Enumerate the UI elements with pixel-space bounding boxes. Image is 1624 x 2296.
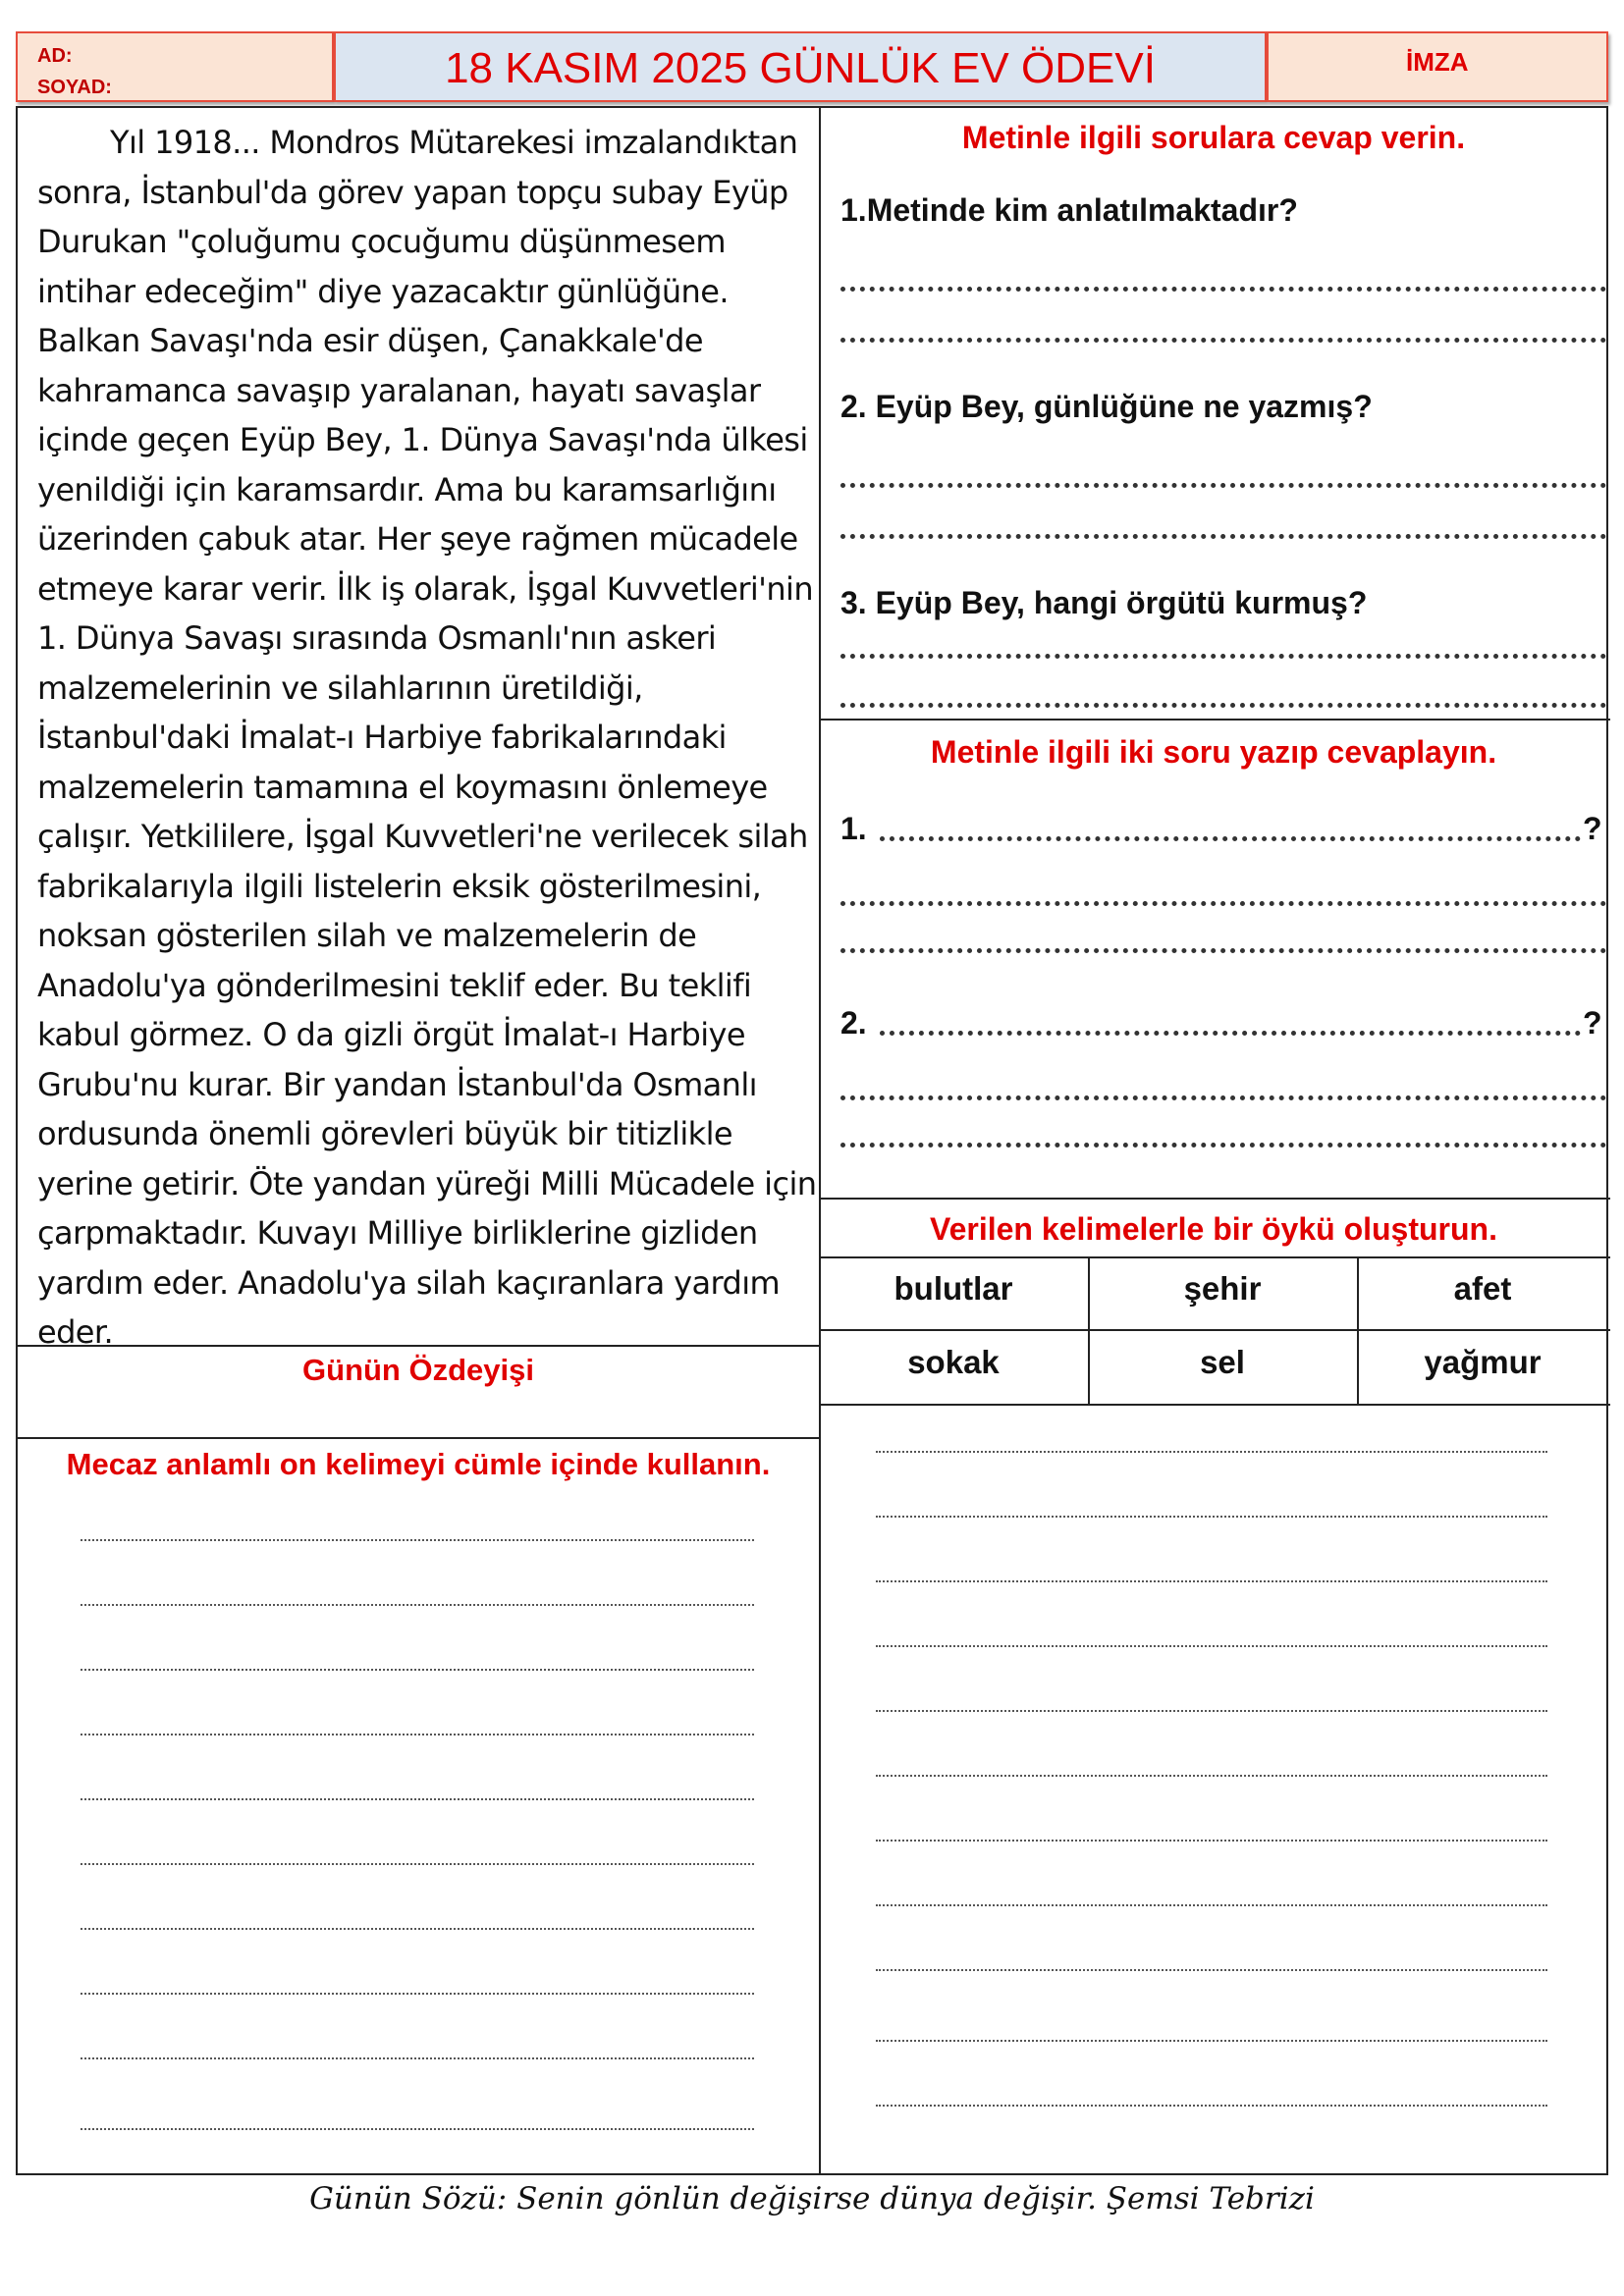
answer-line[interactable] <box>81 1928 754 1930</box>
word-cell: bulutlar <box>893 1270 1013 1307</box>
answer-line[interactable] <box>876 1710 1547 1712</box>
answer-line[interactable] <box>840 1095 1606 1100</box>
answer-line[interactable] <box>876 1516 1547 1518</box>
answer-line[interactable] <box>81 1604 754 1606</box>
page-title: 18 KASIM 2025 GÜNLÜK EV ÖDEVİ <box>445 44 1156 92</box>
question-2: 2. Eyüp Bey, günlüğüne ne yazmış? <box>840 389 1373 424</box>
answer-line[interactable] <box>81 1798 754 1800</box>
quote-title: Günün Özdeyişi <box>302 1353 534 1387</box>
answer-line[interactable] <box>876 1969 1547 1971</box>
reading-passage: Yıl 1918... Mondros Mütarekesi imzalandıktan sonra, İstanbul'da görev yapan topçu subay Eyüp Durukan "çoluğumu çocuğumu düşünmesem intihar edeceğim" diye yazacaktır günlüğüne. Balkan Savaşı'nda esir düşen, Çanakkale'de kahramanca savaşıp yaralanan, hayatı savaşlar içinde geçen Eyüp Bey, 1. Dünya Savaşı'nda ülkesi yenildiği için karamsardır. Ama bu karamsarlığını üzerinden çabuk atar. Her şeye rağmen mücadele etmeye karar verir. İlk iş olarak, İşgal Kuvvetleri'nin 1. Dünya Savaşı sırasında Osmanlı'nın askeri malzemelerinin ve silahlarının üretildiği, İstanbul'daki İmalat-ı Harbiye fabrikalarındaki malzemelerin tamamına el koymasını önlemeye çalışır. Yetkililere, İşgal Kuvvetleri'ne verilecek silah fabrikalarıyla ilgili listelerin eksik gösterilmesini, noksan gösterilen silah ve malzemelerin de Anadolu'ya gönderilmesini teklif eder. Bu teklifi kabul görmez. O da gizli örgüt İmalat-ı Harbiye Grubu'nu kurar. Bir yandan İstanbul'da Osmanlı ordusunda önemli görevleri büyük bir titizlikle yerine getirir. Öte yandan yüreği Milli Mücadele için çarpmaktadır. Kuvayı Milliye birliklerine gizliden yardım eder. Anadolu'ya silah kaçıranlara yardım eder. <box>37 124 817 1351</box>
own-question-1-mark: ? <box>1583 811 1602 846</box>
name-label: AD: <box>37 45 73 67</box>
story-words-title: Verilen kelimelerle bir öykü oluşturun. <box>930 1211 1497 1247</box>
answer-line[interactable] <box>840 703 1606 708</box>
answer-line[interactable] <box>840 901 1606 906</box>
answer-line[interactable] <box>876 1775 1547 1777</box>
right-divider-2 <box>819 1198 1610 1200</box>
answer-line[interactable] <box>840 483 1606 488</box>
answer-line[interactable] <box>840 534 1606 539</box>
surname-label: SOYAD: <box>37 77 112 98</box>
word-cell: sel <box>1200 1344 1245 1380</box>
own-question-2-line[interactable] <box>880 1031 1581 1036</box>
questions-title: Metinle ilgili sorulara cevap verin. <box>961 120 1466 155</box>
answer-line[interactable] <box>840 1143 1606 1148</box>
answer-line[interactable] <box>840 338 1606 343</box>
page-title-box <box>334 31 1267 102</box>
name-field[interactable] <box>16 31 334 102</box>
signature-field[interactable] <box>1267 31 1608 102</box>
answer-line[interactable] <box>81 1734 754 1735</box>
answer-line[interactable] <box>81 2128 754 2130</box>
answer-line[interactable] <box>81 2057 754 2059</box>
answer-line[interactable] <box>876 1904 1547 1906</box>
answer-line[interactable] <box>876 1645 1547 1647</box>
left-divider-2 <box>18 1437 821 1439</box>
own-question-1-line[interactable] <box>880 836 1581 841</box>
own-question-2-number: 2. <box>840 1005 867 1041</box>
answer-line[interactable] <box>876 2040 1547 2042</box>
word-grid-mid <box>819 1329 1610 1331</box>
word-cell: sokak <box>907 1344 1000 1380</box>
answer-line[interactable] <box>876 1451 1547 1453</box>
answer-line[interactable] <box>81 1993 754 1995</box>
word-cell: yağmur <box>1424 1344 1542 1380</box>
answer-line[interactable] <box>840 287 1606 292</box>
own-question-2-mark: ? <box>1583 1005 1602 1041</box>
own-question-1-number: 1. <box>840 811 867 846</box>
signature-label: İMZA <box>1406 47 1469 77</box>
word-cell: şehir <box>1183 1270 1262 1307</box>
question-3: 3. Eyüp Bey, hangi örgütü kurmuş? <box>840 585 1368 620</box>
metaphor-title: Mecaz anlamlı on kelimeyi cümle içinde kullanın. <box>66 1447 771 1481</box>
word-cell: afet <box>1453 1270 1512 1307</box>
answer-line[interactable] <box>840 654 1606 659</box>
right-divider-1 <box>819 719 1610 721</box>
own-questions-title: Metinle ilgili iki soru yazıp cevaplayın. <box>930 734 1497 770</box>
answer-line[interactable] <box>81 1669 754 1671</box>
answer-line[interactable] <box>876 2105 1547 2107</box>
question-1: 1.Metinde kim anlatılmaktadır? <box>840 192 1298 228</box>
word-grid-top <box>819 1256 1610 1258</box>
answer-line[interactable] <box>876 1840 1547 1842</box>
answer-line[interactable] <box>840 948 1606 953</box>
answer-line[interactable] <box>81 1539 754 1541</box>
daily-saying: Günün Sözü: Senin gönlün değişirse dünya değişir. Şemsi Tebrizi <box>309 2181 1315 2216</box>
answer-line[interactable] <box>81 1863 754 1865</box>
answer-line[interactable] <box>876 1580 1547 1582</box>
word-grid-bottom <box>819 1404 1610 1406</box>
